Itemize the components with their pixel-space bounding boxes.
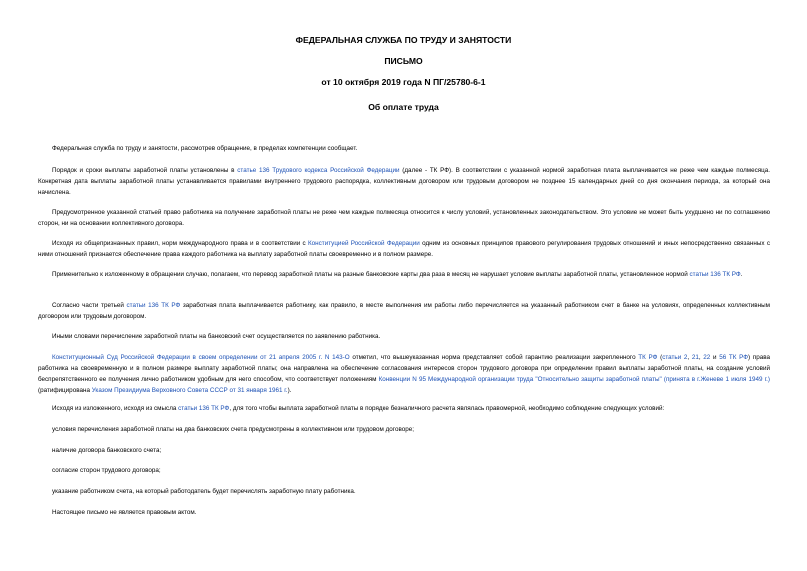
paragraph-conditions-intro xyxy=(38,403,770,414)
link-article-136-labor-code[interactable]: статье 136 Трудового кодекса Российской Федерации xyxy=(237,167,400,174)
text-fragment: , xyxy=(698,354,704,361)
document-date-number: от 10 октября 2019 года N ПГ/25780-6-1 xyxy=(321,77,486,87)
text-fragment: Применительно к изложенному в обращении случаю, полагаем, что перевод заработной платы на разные банковские карты два раза в месяц не нарушает условие выплаты заработной платы, установленное нормой xyxy=(52,271,690,278)
link-article-56[interactable]: 56 ТК РФ xyxy=(719,354,749,361)
agency-title: ФЕДЕРАЛЬНАЯ СЛУЖБА ПО ТРУДУ И ЗАНЯТОСТИ xyxy=(295,35,512,45)
text-fragment: Согласно части третьей xyxy=(52,302,127,309)
condition-item-bank-account-contract: наличие договора банковского счета; xyxy=(52,447,162,454)
text-fragment: ( xyxy=(657,354,663,361)
paragraph-payment-terms xyxy=(38,165,770,198)
paragraph-constitutional-court xyxy=(38,352,770,396)
document-subject: Об оплате труда xyxy=(368,102,439,112)
text-fragment: , для того чтобы выплата заработной платы в порядке безналичного расчета являлась правомерной, необходимо соблюдение следующих условий: xyxy=(229,405,665,412)
text-fragment: заработная плата выплачивается работнику, как правило, в месте выполнения им работы либо перечисляется на указанный работником счет в банке на условиях, определенных коллективным договором или трудовым договором. xyxy=(38,302,770,320)
text-fragment: (ратифицирована xyxy=(38,387,92,394)
text-fragment: ). xyxy=(287,387,292,394)
link-ilo-convention-95[interactable]: Конвенции N 95 Международной организации труда "Относительно защиты заработной платы" (принята в г.Женеве 1 июля 1949 г.) xyxy=(378,376,770,383)
text-fragment: ) права работника на своевременную и в полном размере выплату заработной платы; она направлена на обеспечение согласования интересов сторон трудового договора при определении правил выплаты заработной платы, на создание условий беспрепятственного ее получения лично работником удобным для него способом, что соответствует положениям xyxy=(38,354,770,383)
text-fragment: . xyxy=(740,271,743,278)
document-type: ПИСЬМО xyxy=(384,56,423,66)
text-fragment: (далее - ТК РФ). В соответствии с указанной нормой заработная плата выплачивается не реже чем каждые полмесяца. Конкретная дата выплаты заработной платы устанавливается правилами внутреннего трудового распорядка, коллективным договором или трудовым договором не позднее 15 календарных дней со дня окончания периода, за который она начислена. xyxy=(38,167,770,196)
paragraph-two-cards xyxy=(38,269,770,280)
text-fragment: Исходя из изложенного, исходя из смысла xyxy=(52,405,179,412)
link-ussr-decree[interactable]: Указом Президиума Верховного Совета СССР от 31 января 1961 г. xyxy=(91,387,288,394)
text-fragment: и xyxy=(710,354,720,361)
link-article-22[interactable]: 22 xyxy=(703,354,711,361)
paragraph-part-three xyxy=(38,300,770,322)
text-fragment: одним из основных принципов правового регулирования трудовых отношений и иных непосредственно связанных с ними отношений признается обеспечение права каждого работника на выплату заработной платы своевременно и в полном размере. xyxy=(38,240,770,258)
text-fragment: Исходя из общепризнанных правил, норм международного права и в соответствии с xyxy=(52,240,309,247)
link-constitution[interactable]: Конституцией Российской Федерации xyxy=(308,240,420,247)
link-article-21[interactable]: 21 xyxy=(691,354,699,361)
condition-item-two-accounts: условия перечисления заработной платы на два банковских счета предусмотрены в коллективном или трудовом договоре; xyxy=(52,426,414,433)
link-constitutional-court-ruling[interactable]: Конституционный Суд Российской Федерации в своем определении от 21 апреля 2005 г. N 143-О xyxy=(52,354,350,361)
paragraph-intro: Федеральная служба по труду и занятости, рассмотрев обращение, в пределах компетенции сообщает. xyxy=(52,145,358,152)
link-article-2[interactable]: статьи 2 xyxy=(662,354,688,361)
condition-item-account-indication: указание работником счета, на который работодатель будет перечислять заработную плату работника. xyxy=(52,488,356,495)
paragraph-disclaimer: Настоящее письмо не является правовым актом. xyxy=(52,509,197,516)
link-labor-code[interactable]: ТК РФ xyxy=(638,354,658,361)
text-fragment: отметил, что вышеуказанная норма представляет собой гарантию реализации закрепленного xyxy=(349,354,639,361)
link-article-136[interactable]: статьи 136 ТК РФ xyxy=(178,405,230,412)
link-article-136[interactable]: статьи 136 ТК РФ xyxy=(689,271,741,278)
text-fragment: , xyxy=(687,354,692,361)
paragraph-employee-right: Предусмотренное указанной статьей право работника на получение заработной платы не реже чем каждые полмесяца относится к числу условий, установленных законодательством. Это условие не может быть ухудшено ни по соглашению сторон, ни на основании коллективного договора. xyxy=(38,209,770,227)
paragraph-international-law xyxy=(38,238,770,260)
link-article-136[interactable]: статьи 136 ТК РФ xyxy=(126,302,181,309)
paragraph-bank-transfer: Иными словами перечисление заработной платы на банковский счет осуществляется по заявлению работника. xyxy=(52,333,381,340)
text-fragment: Порядок и сроки выплаты заработной платы установлены в xyxy=(52,167,238,174)
condition-item-parties-consent: согласие сторон трудового договора; xyxy=(52,467,161,474)
